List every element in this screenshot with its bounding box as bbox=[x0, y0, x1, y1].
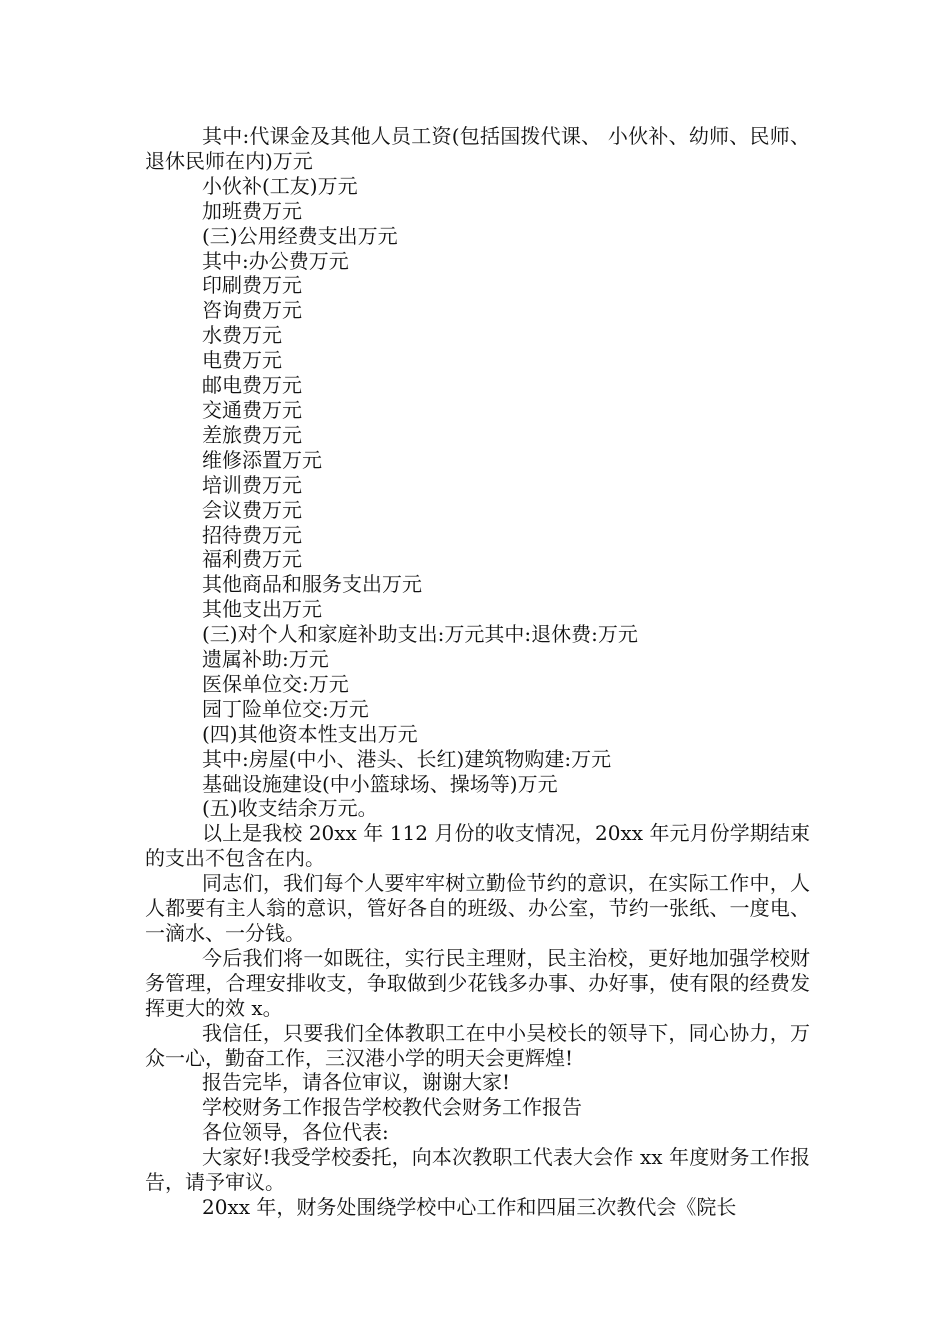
paragraph-hospitality-fee: 招待费万元 bbox=[202, 522, 302, 547]
paragraph-office-fee: 其中:办公费万元 bbox=[202, 248, 349, 273]
paragraph-infrastructure: 基础设施建设(中小篮球场、操场等)万元 bbox=[202, 771, 558, 796]
paragraph-postal-fee: 邮电费万元 bbox=[202, 373, 302, 398]
paragraph-salutation: 各位领导，各位代表: bbox=[202, 1120, 389, 1145]
paragraph-survivor-subsidy: 遗属补助:万元 bbox=[202, 647, 329, 672]
paragraph-closing: 报告完毕，请各位审议，谢谢大家! bbox=[202, 1070, 511, 1095]
paragraph-report-title: 学校财务工作报告学校教代会财务工作报告 bbox=[202, 1095, 582, 1120]
paragraph-summary: 以上是我校 20xx 年 112 月份的收支情况，20xx 年元月份学期结束的支出不包含在内。 bbox=[145, 821, 810, 871]
paragraph-balance: (五)收支结余万元。 bbox=[202, 796, 378, 821]
paragraph-water-fee: 水费万元 bbox=[202, 323, 282, 348]
paragraph-annual-work: 20xx 年，财务处围绕学校中心工作和四届三次教代会《院长 bbox=[202, 1194, 737, 1219]
paragraph-electricity-fee: 电费万元 bbox=[202, 348, 282, 373]
paragraph-other-goods: 其他商品和服务支出万元 bbox=[202, 572, 422, 597]
paragraph-greeting: 大家好!我受学校委托，向本次教职工代表大会作 xx 年度财务工作报告，请予审议。 bbox=[145, 1145, 810, 1195]
paragraph-worker-pay: 小伙补(工友)万元 bbox=[202, 173, 358, 198]
paragraph-future-plan: 今后我们将一如既往，实行民主理财，民主治校，更好地加强学校财务管理，合理安排收支，争取做到少花钱多办事、办好事，使有限的经费发挥更大的效 x。 bbox=[145, 945, 810, 1020]
paragraph-meeting-fee: 会议费万元 bbox=[202, 497, 302, 522]
paragraph-medical-insurance: 医保单位交:万元 bbox=[202, 671, 349, 696]
paragraph-public-expense-heading: (三)公用经费支出万元 bbox=[202, 223, 398, 248]
paragraph-printing-fee: 印刷费万元 bbox=[202, 273, 302, 298]
paragraph-subsidy-heading: (三)对个人和家庭补助支出:万元其中:退休费:万元 bbox=[202, 622, 638, 647]
paragraph-welfare-fee: 福利费万元 bbox=[202, 547, 302, 572]
report-body bbox=[145, 124, 810, 1220]
paragraph-other-expense: 其他支出万元 bbox=[202, 597, 322, 622]
paragraph-gardener-insurance: 园丁险单位交:万元 bbox=[202, 696, 369, 721]
paragraph-consulting-fee: 咨询费万元 bbox=[202, 298, 302, 323]
paragraph-training-fee: 培训费万元 bbox=[202, 472, 302, 497]
paragraph-overtime: 加班费万元 bbox=[202, 198, 302, 223]
paragraph-confidence: 我信任，只要我们全体教职工在中小吴校长的领导下，同心协力，万众一心，勤奋工作，三汉港小学的明天会更辉煌! bbox=[145, 1020, 810, 1070]
paragraph-maintenance: 维修添置万元 bbox=[202, 447, 322, 472]
paragraph-thrift-appeal: 同志们，我们每个人要牢牢树立勤俭节约的意识，在实际工作中，人人都要有主人翁的意识，管好各自的班级、办公室，节约一张纸、一度电、一滴水、一分钱。 bbox=[145, 871, 810, 945]
paragraph-other-wages: 其中:代课金及其他人员工资(包括国拨代课、 小伙补、幼师、民师、退休民师在内)万元 bbox=[145, 124, 810, 173]
paragraph-capital-heading: (四)其他资本性支出万元 bbox=[202, 721, 418, 746]
paragraph-transport-fee: 交通费万元 bbox=[202, 397, 302, 422]
paragraph-travel-fee: 差旅费万元 bbox=[202, 422, 302, 447]
paragraph-building-purchase: 其中:房屋(中小、港头、长红)建筑物购建:万元 bbox=[202, 746, 612, 771]
